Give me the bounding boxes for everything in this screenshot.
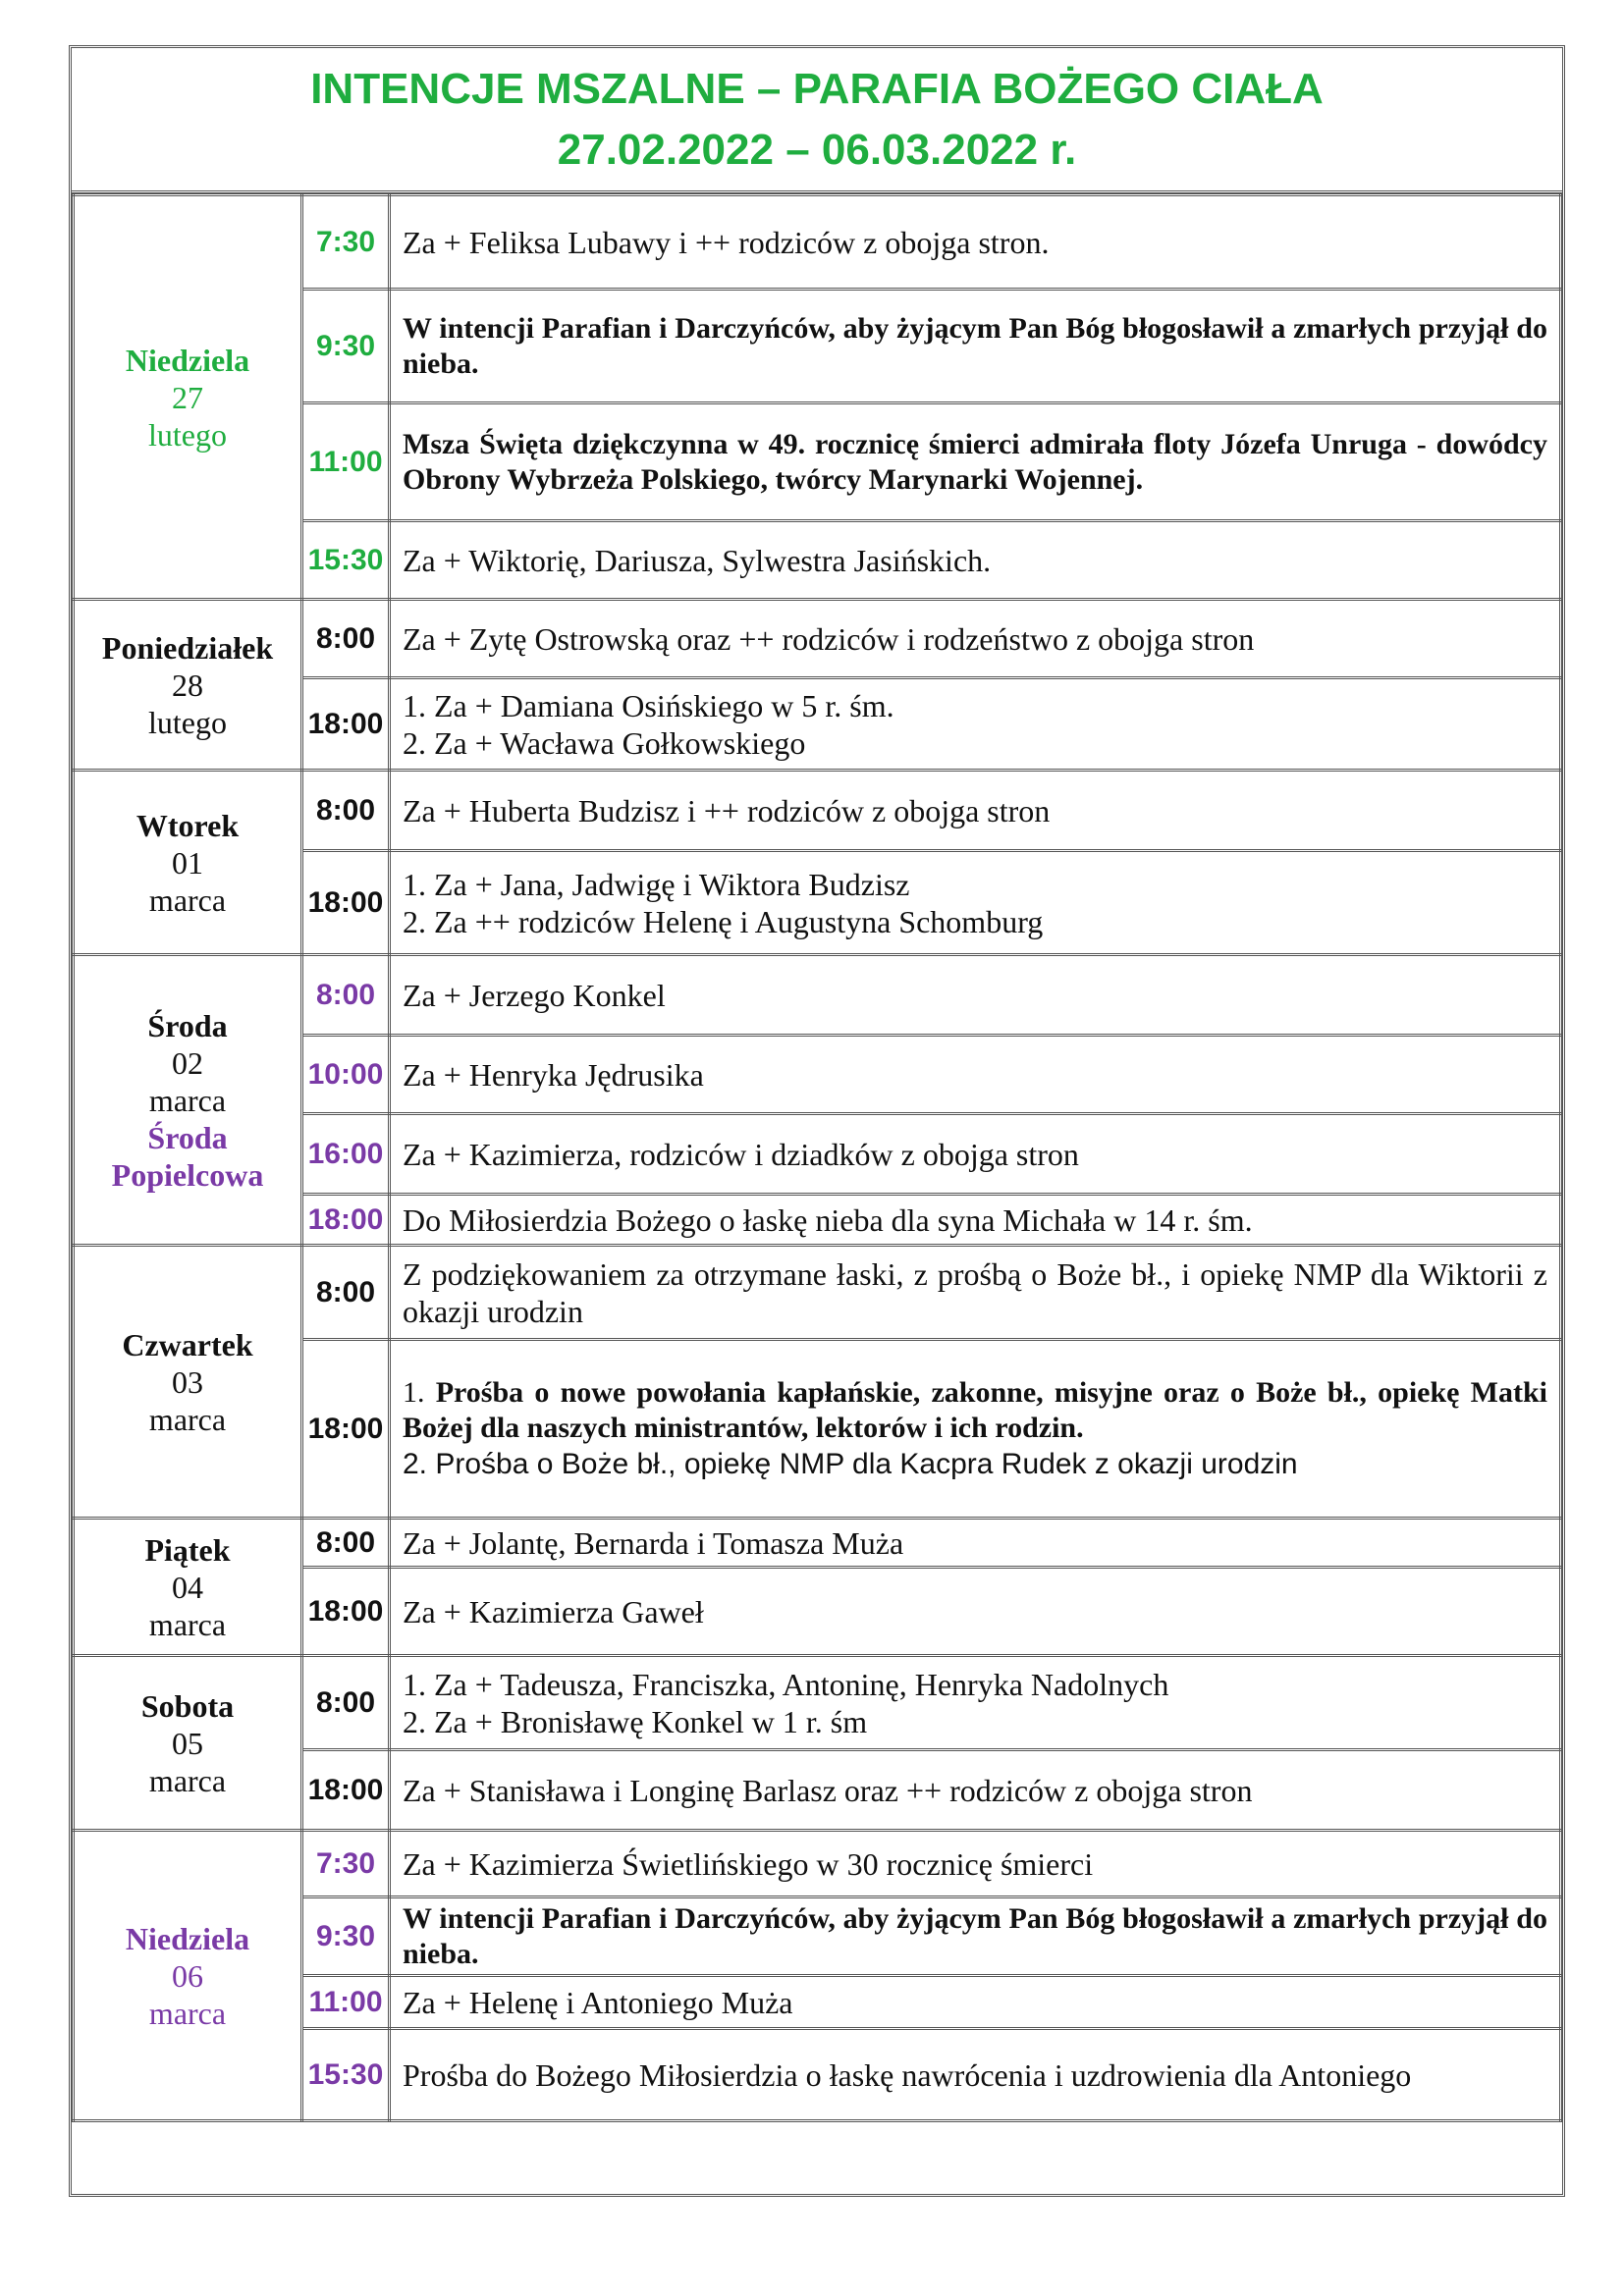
intention-line-2: 2. Prośba o Boże bł., opiekę NMP dla Kacpra Rudek z okazji urodzin xyxy=(403,1447,1298,1480)
day-cell-wednesday-02 xyxy=(74,955,302,1246)
mass-intention: Za + Stanisława i Longinę Barlasz oraz ++ rodziców z obojga stron xyxy=(390,1750,1561,1831)
mass-intention: Za + Jolantę, Bernarda i Tomasza Muża xyxy=(390,1519,1561,1568)
day-cell-thursday-03 xyxy=(74,1246,302,1519)
mass-time: 10:00 xyxy=(302,1036,390,1114)
mass-time: 8:00 xyxy=(302,771,390,851)
mass-intention: Za + Kazimierza Gaweł xyxy=(390,1568,1561,1656)
mass-intention xyxy=(390,1656,1561,1750)
mass-time: 7:30 xyxy=(302,1831,390,1897)
mass-intention: W intencji Parafian i Darczyńców, aby żyjącym Pan Bóg błogosławił a zmarłych przyjął do nieba. xyxy=(390,290,1561,403)
title-line-2: 27.02.2022 – 06.03.2022 r. xyxy=(557,125,1077,174)
day-month: marca xyxy=(148,1606,227,1642)
day-name: Czwartek xyxy=(122,1326,253,1362)
mass-intention: Za + Henryka Jędrusika xyxy=(390,1036,1561,1114)
table-row xyxy=(74,771,1561,851)
day-number: 04 xyxy=(172,1569,203,1605)
mass-time: 9:30 xyxy=(302,1897,390,1976)
mass-time: 8:00 xyxy=(302,955,390,1036)
mass-intention: Za + Zytę Ostrowską oraz ++ rodziców i rodzeństwo z obojga stron xyxy=(390,600,1561,678)
day-month: marca xyxy=(148,1762,227,1798)
day-cell-friday-04 xyxy=(74,1519,302,1656)
day-number: 01 xyxy=(172,844,203,881)
intention-line-2: 2. Za + Wacława Gołkowskiego xyxy=(403,724,806,761)
table-row xyxy=(74,600,1561,678)
mass-intention: Prośba do Bożego Miłosierdzia o łaskę nawrócenia i uzdrowienia dla Antoniego xyxy=(390,2029,1561,2121)
intention-text: Prośba o nowe powołania kapłańskie, zakonne, misyjne oraz o Boże bł., opiekę Matki Bożej dla naszych ministrantów, lektorów i ich rodzin. xyxy=(403,1375,1547,1444)
mass-time: 15:30 xyxy=(302,2029,390,2121)
mass-time: 11:00 xyxy=(302,403,390,521)
intention-line-1: 1. Za + Jana, Jadwigę i Wiktora Budzisz xyxy=(403,866,910,902)
mass-time: 18:00 xyxy=(302,1340,390,1519)
day-month: marca xyxy=(148,881,227,918)
mass-intentions-table xyxy=(72,193,1562,2122)
title-line-1: INTENCJE MSZALNE – PARAFIA BOŻEGO CIAŁA xyxy=(310,64,1324,113)
table-row xyxy=(74,1246,1561,1340)
day-month: lutego xyxy=(148,416,227,453)
table-row xyxy=(74,195,1561,290)
day-feast-line-1: Środa xyxy=(147,1119,228,1155)
mass-intention: Z podziękowaniem za otrzymane łaski, z prośbą o Boże bł., i opiekę NMP dla Wiktorii z okazji urodzin xyxy=(390,1246,1561,1340)
day-number: 27 xyxy=(172,379,203,415)
mass-time: 7:30 xyxy=(302,195,390,290)
day-name: Poniedziałek xyxy=(101,629,274,666)
day-cell-tuesday-01 xyxy=(74,771,302,955)
mass-time: 15:30 xyxy=(302,521,390,600)
table-row xyxy=(74,1519,1561,1568)
mass-intention: W intencji Parafian i Darczyńców, aby żyjącym Pan Bóg błogosławił a zmarłych przyjął do nieba. xyxy=(390,1897,1561,1976)
mass-time: 8:00 xyxy=(302,1519,390,1568)
mass-time: 18:00 xyxy=(302,1568,390,1656)
day-month: marca xyxy=(148,1401,227,1437)
day-cell-sunday-27 xyxy=(74,195,302,600)
mass-intention: Za + Kazimierza, rodziców i dziadków z obojga stron xyxy=(390,1114,1561,1195)
day-name: Sobota xyxy=(140,1687,235,1724)
day-name: Niedziela xyxy=(125,1920,250,1956)
day-number: 06 xyxy=(172,1957,203,1994)
day-month: marca xyxy=(148,1995,227,2031)
intention-line-2: 2. Za ++ rodziców Helenę i Augustyna Schomburg xyxy=(403,903,1044,939)
mass-time: 18:00 xyxy=(302,1750,390,1831)
day-feast-line-2: Popielcowa xyxy=(111,1156,264,1193)
page-title xyxy=(72,48,1562,193)
mass-intention xyxy=(390,851,1561,955)
day-cell-monday-28 xyxy=(74,600,302,771)
mass-intention: Za + Feliksa Lubawy i ++ rodziców z obojga stron. xyxy=(390,195,1561,290)
day-name: Środa xyxy=(147,1007,228,1043)
mass-time: 16:00 xyxy=(302,1114,390,1195)
mass-intention: Do Miłosierdzia Bożego o łaskę nieba dla syna Michała w 14 r. śm. xyxy=(390,1195,1561,1246)
intention-line-1: 1. Za + Damiana Osińskiego w 5 r. śm. xyxy=(403,687,894,723)
day-number: 05 xyxy=(172,1725,203,1761)
intention-line-2: 2. Za + Bronisławę Konkel w 1 r. śm xyxy=(403,1703,868,1739)
day-number: 03 xyxy=(172,1363,203,1400)
day-month: marca xyxy=(148,1082,227,1118)
mass-time: 18:00 xyxy=(302,678,390,771)
mass-time: 8:00 xyxy=(302,1656,390,1750)
mass-time: 18:00 xyxy=(302,1195,390,1246)
intention-line-1: 1. Za + Tadeusza, Franciszka, Antoninę, Henryka Nadolnych xyxy=(403,1666,1169,1702)
mass-time: 8:00 xyxy=(302,1246,390,1340)
day-name: Wtorek xyxy=(135,807,240,843)
mass-intention: Msza Święta dziękczynna w 49. rocznicę śmierci admirała floty Józefa Unruga - dowódcy Obrony Wybrzeża Polskiego, twórcy Marynarki Wojennej. xyxy=(390,403,1561,521)
day-month: lutego xyxy=(148,704,227,740)
table-row xyxy=(74,1831,1561,1897)
day-name: Niedziela xyxy=(125,342,250,378)
intention-line-1 xyxy=(403,1375,1547,1446)
day-name: Piątek xyxy=(144,1531,231,1568)
day-number: 02 xyxy=(172,1044,203,1081)
mass-intention xyxy=(390,678,1561,771)
day-cell-sunday-06 xyxy=(74,1831,302,2121)
table-row xyxy=(74,955,1561,1036)
mass-intention: Za + Wiktorię, Dariusza, Sylwestra Jasińskich. xyxy=(390,521,1561,600)
mass-time: 18:00 xyxy=(302,851,390,955)
day-number: 28 xyxy=(172,667,203,703)
mass-intention: Za + Kazimierza Świetlińskiego w 30 rocznicę śmierci xyxy=(390,1831,1561,1897)
mass-time: 8:00 xyxy=(302,600,390,678)
mass-time: 11:00 xyxy=(302,1976,390,2029)
mass-intention: Za + Jerzego Konkel xyxy=(390,955,1561,1036)
table-row xyxy=(74,1656,1561,1750)
intention-number: 1. xyxy=(403,1375,436,1409)
mass-time: 9:30 xyxy=(302,290,390,403)
day-cell-saturday-05 xyxy=(74,1656,302,1831)
mass-intention: Za + Helenę i Antoniego Muża xyxy=(390,1976,1561,2029)
mass-intention: Za + Huberta Budzisz i ++ rodziców z obojga stron xyxy=(390,771,1561,851)
intentions-sheet xyxy=(69,45,1565,2197)
mass-intention xyxy=(390,1340,1561,1519)
